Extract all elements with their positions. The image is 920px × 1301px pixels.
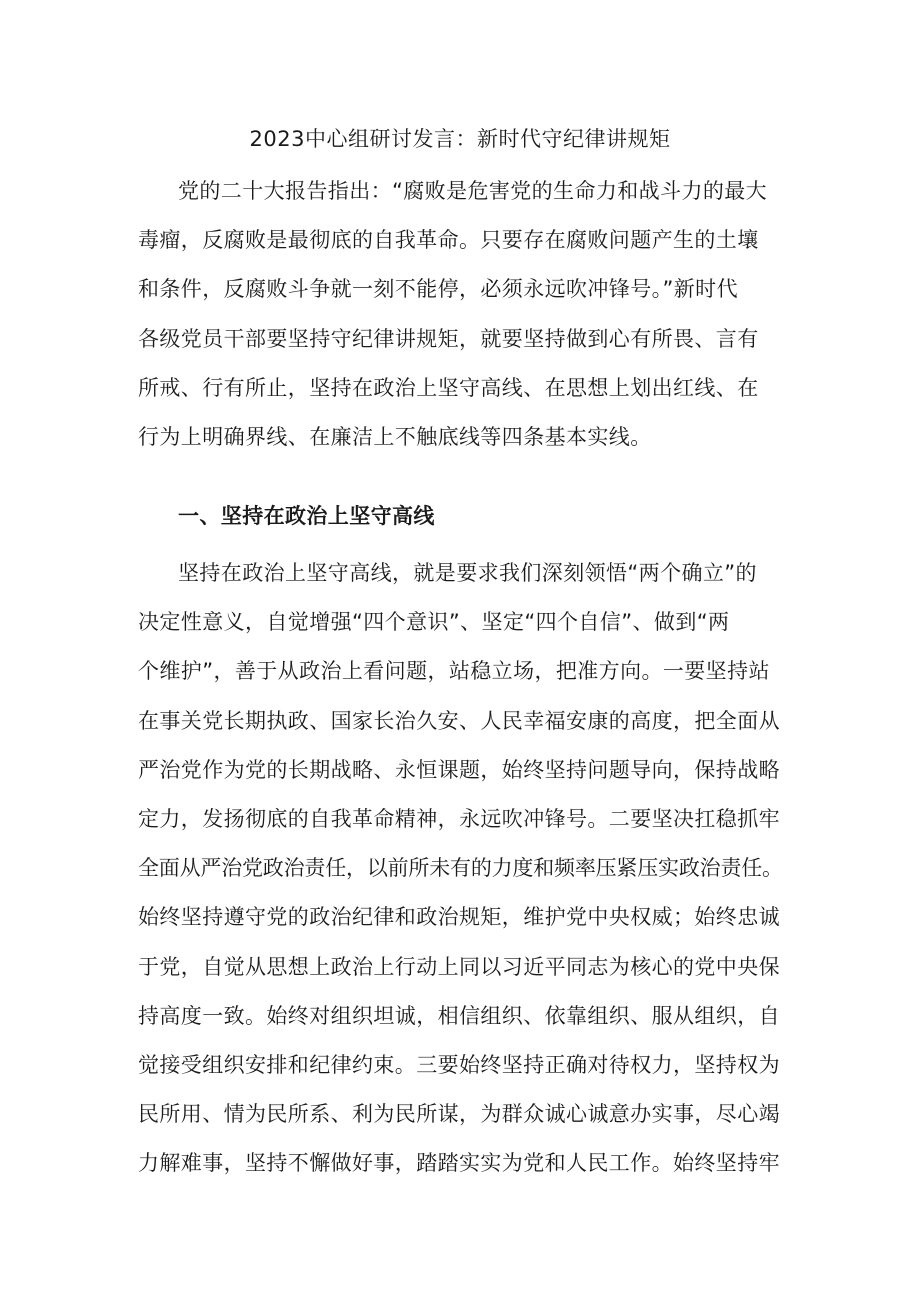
paragraph-line: 全面从严治党政治责任，以前所未有的力度和频率压紧压实政治责任。 <box>138 856 783 881</box>
paragraph-line: 民所用、情为民所系、利为民所谋，为群众诚心诚意办实事，尽心竭 <box>138 1102 780 1127</box>
paragraph-line: 行为上明确界线、在廉洁上不触底线等四条基本实线。 <box>138 424 652 449</box>
paragraph-line: 觉接受组织安排和纪律约束。三要始终坚持正确对待权力，坚持权为 <box>138 1052 780 1077</box>
paragraph-line: 定力，发扬彻底的自我革命精神，永远吹冲锋号。二要坚决扛稳抓牢 <box>138 806 780 831</box>
paragraph-line: 毒瘤，反腐败是最彻底的自我革命。只要存在腐败问题产生的土壤 <box>138 228 759 253</box>
paragraph-line: 和条件，反腐败斗争就一刻不能停，必须永远吹冲锋号。”新时代 <box>138 277 738 302</box>
intro-paragraph <box>138 167 784 462</box>
document-title: 2023中心组研讨发言：新时代守纪律讲规矩 <box>249 127 671 151</box>
section-heading: 一、坚持在政治上坚守高线 <box>178 504 435 528</box>
paragraph-line: 坚持在政治上坚守高线，就是要求我们深刻领悟“两个确立”的 <box>178 561 757 585</box>
paragraph-line: 各级党员干部要坚持守纪律讲规矩，就要坚持做到心有所畏、言有 <box>138 326 759 351</box>
paragraph-line: 力解难事，坚持不懈做好事，踏踏实实为党和人民工作。始终坚持牢 <box>138 1151 780 1176</box>
paragraph-line: 始终坚持遵守党的政治纪律和政治规矩，维护党中央权威；始终忠诚 <box>138 905 780 930</box>
paragraph-line: 持高度一致。始终对组织坦诚，相信组织、依靠组织、服从组织，自 <box>138 1003 780 1028</box>
paragraph-line: 党的二十大报告指出：“腐败是危害党的生命力和战斗力的最大 <box>178 179 768 203</box>
paragraph-line: 个维护”，善于从政治上看问题，站稳立场，把准方向。一要坚持站 <box>138 659 770 684</box>
paragraph-line: 决定性意义，自觉增强“四个意识”、坚定“四个自信”、做到“两 <box>138 610 730 635</box>
paragraph-line: 严治党作为党的长期战略、永恒课题，始终坚持问题导向，保持战略 <box>138 757 780 782</box>
section-paragraph <box>138 549 784 1188</box>
paragraph-line: 在事关党长期执政、国家长治久安、人民幸福安康的高度，把全面从 <box>138 708 780 733</box>
paragraph-line: 于党，自觉从思想上政治上行动上同以习近平同志为核心的党中央保 <box>138 954 780 979</box>
paragraph-line: 所戒、行有所止，坚持在政治上坚守高线、在思想上划出红线、在 <box>138 375 759 400</box>
